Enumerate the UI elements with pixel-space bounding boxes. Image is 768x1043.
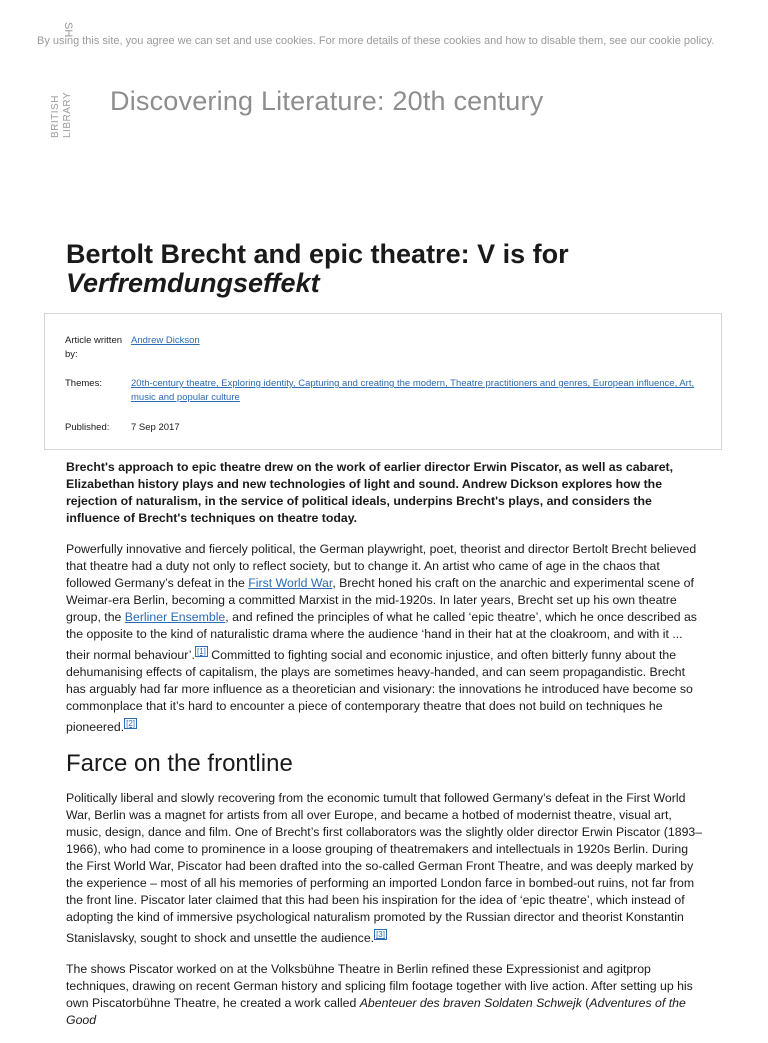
footnote-2-link[interactable]: [2] (126, 719, 136, 729)
standfirst: Brecht's approach to epic theatre drew on the work of earlier director Erwin Piscator, as well as cabaret, Elizabethan history plays and new technologies of light and sound. Andrew Dickson explores how the rejection of naturalism, in the service of political ideals, underpins Brecht's plays, and considers the influence of Brecht's techniques on theatre today. (66, 460, 674, 525)
cookie-text: By using this site, you agree we can set and use cookies. For more details of these cookies and how to disable them, see our cookie policy. (37, 35, 715, 47)
berliner-ensemble-link[interactable]: Berliner Ensemble (124, 610, 226, 624)
published-date: 7 Sep 2017 (131, 422, 180, 433)
article-body (66, 459, 706, 1043)
text-span: ( (581, 996, 590, 1011)
text-span: Politically liberal and slowly recovering from the economic tumult that followed Germany’s defeat in the First World War, Berlin was a magnet for artists from all over Europe, and became a hotbed of modernist theatre, visual art, music, design, dance and film. One of Brecht’s first collaborators was the slightly older director Erwin Piscator (1893–1966), who had come to prominence in a loose grouping of theatremakers and intellectuals in 1920s Berlin. During the First World War, Piscator had been drafted into the so-called German Front Theatre, and was deeply marked by the experience – most of all his memories of performing an imported London farce in bombed-out ruins, not far from the front line. Piscator later claimed that this had been his inspiration for the idea of ‘epic theatre’, which instead of adopting the kind of immersive psychological naturalism promoted by the Russian director and theorist Konstantin Stanislavsky, sought to shock and unsettle the audience. (66, 791, 703, 946)
author-link[interactable]: Andrew Dickson (131, 335, 200, 346)
site-title[interactable]: Discovering Literature: 20th century (110, 86, 544, 116)
text-span: , Brecht honed his craft on the anarchic and experimental scene of Weimar-era Berlin, becoming a committed Marxist in the mid-1920s. In later years, Brecht set up his own theatre group, the (66, 576, 694, 624)
article-title (66, 240, 706, 298)
author-label: Article written by: (65, 335, 123, 360)
section-heading: Farce on the frontline (66, 750, 293, 778)
themes-label: Themes: (65, 378, 102, 389)
published-label: Published: (65, 422, 110, 433)
article-meta-box (44, 313, 722, 450)
paragraph-1 (66, 541, 706, 736)
first-world-war-link[interactable]: First World War (248, 576, 333, 590)
cookie-banner (0, 28, 768, 68)
text-span: The shows Piscator worked on at the Volksbühne Theatre in Berlin refined these Expressionist and agitprop techniques, drawing on recent German history and splicing film footage together with live action. After setting up his own Piscatorbühne Theatre, he created a work called (66, 962, 693, 1011)
footnote-3-link[interactable]: [3] (376, 930, 385, 940)
text-span: Committed to fighting social and economic injustice, and often bitterly funny about the dehumanising effects of capitalism, the plays are sometimes heavy-handed, and can seem propagandistic. Brecht has arguably had far more influence as a theoretician and visionary: the innovations he introduced have become so commonplace that it’s hard to encounter a piece of contemporary theatre that does not build on techniques he pioneered. (66, 648, 693, 735)
italic-title: Abenteuer des braven Soldaten Schwejk (359, 996, 582, 1011)
italic-title: Adventures of the Good (66, 996, 686, 1028)
themes-links[interactable]: 20th-century theatre, Exploring identity, Capturing and creating the modern, Theatre practitioners and genres, European influence, Art, music and popular culture (131, 378, 695, 403)
paragraph-2 (66, 790, 706, 947)
logo-fragment: SH (62, 22, 74, 38)
text-span: , and refined the principles of what he called ‘epic theatre’, which he once described as the opposite to the kind of naturalistic drama where the audience ‘hand in their hat at the cloakroom, and with it ... their normal behaviour’. (66, 610, 697, 663)
article-title-line1: Bertolt Brecht and epic theatre: V is for (66, 239, 569, 269)
british-library-logo[interactable]: BRITISH LIBRARY (50, 91, 73, 138)
text-span: Powerfully innovative and fiercely political, the German playwright, poet, theorist and director Bertolt Brecht believed that theatre had a duty not only to reflect society, but to change it. An artist who came of age in the chaos that followed Germany’s defeat in the (66, 542, 697, 590)
article-title-line2: Verfremdungseffekt (66, 268, 320, 298)
footnote-1-link[interactable]: [1] (196, 647, 206, 656)
paragraph-3 (66, 961, 706, 1029)
